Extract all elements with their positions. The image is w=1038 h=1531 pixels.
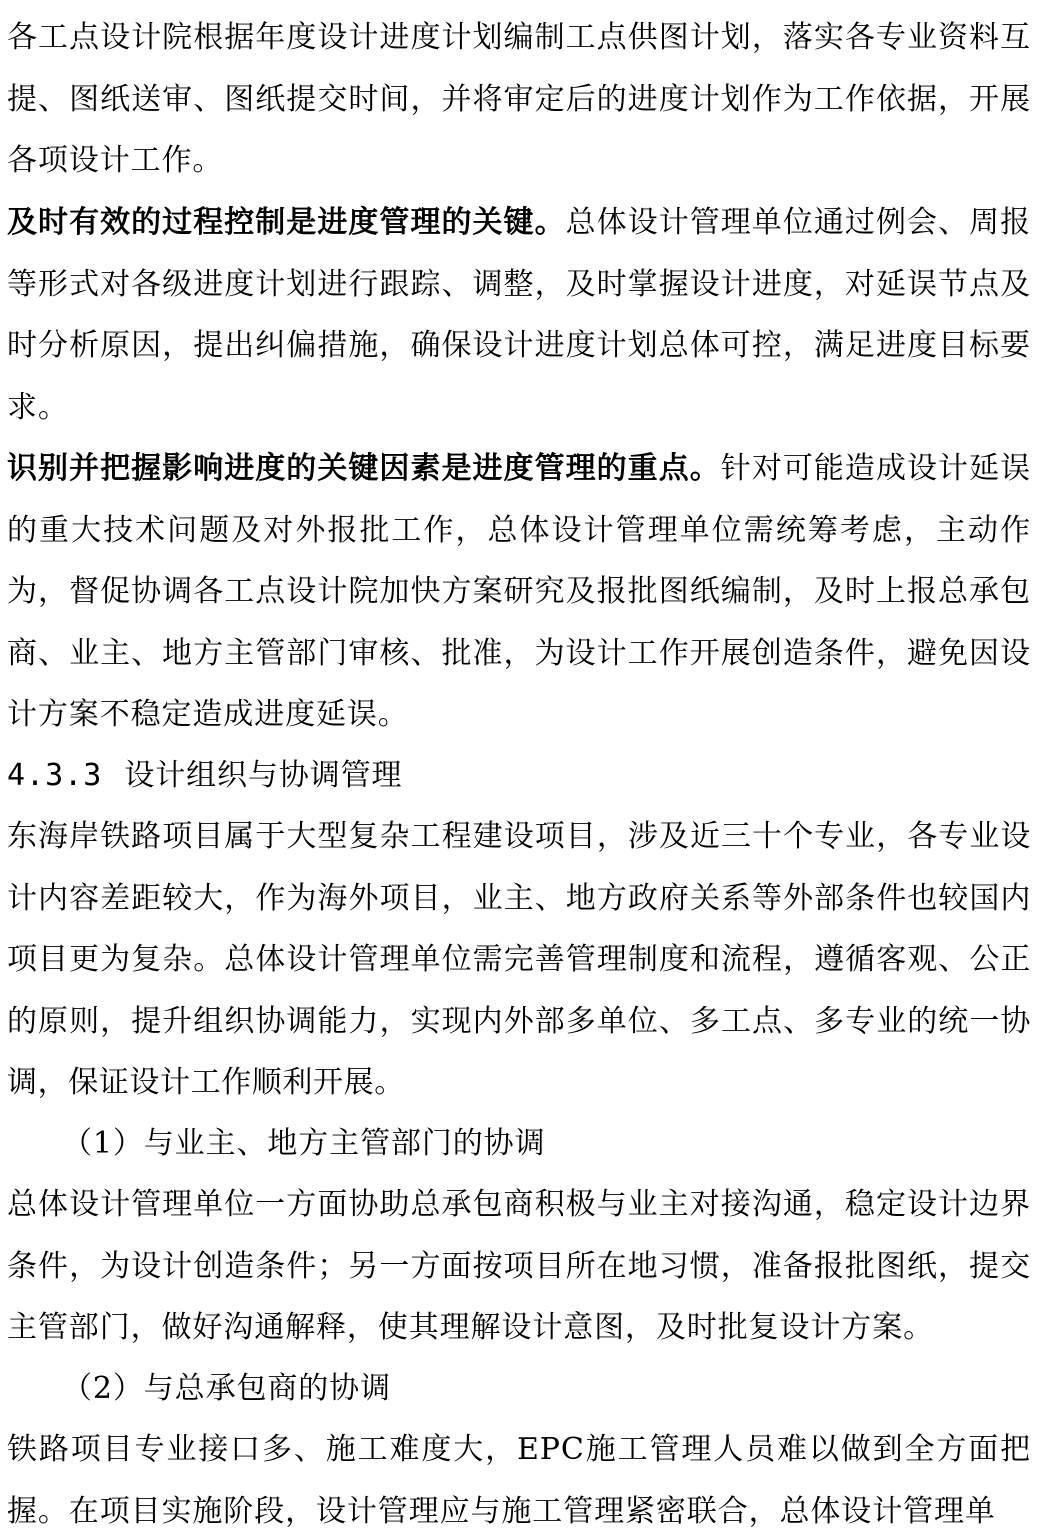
- paragraph-text: 总体设计管理单位一方面协助总承包商积极与业主对接沟通，稳定设计边界条件，为设计创造条件；另一方面按项目所在地习惯，准备报批图纸，提交主管部门，做好沟通解释，使其理解设计意图，及时批复设计方案。: [7, 1187, 1031, 1345]
- paragraph-project-overview: [7, 806, 1031, 1114]
- section-title: 设计组织与协调管理: [124, 758, 403, 793]
- paragraph-process-control: [7, 192, 1031, 438]
- paragraph-lead: 识别并把握影响进度的关键因素是进度管理的重点。: [7, 451, 721, 486]
- subheading-owner-coordination: [62, 1113, 546, 1175]
- paragraph-contractor-coordination: [7, 1419, 1031, 1531]
- paragraph-text: 铁路项目专业接口多、施工难度大，EPC施工管理人员难以做到全方面把握。在项目实施阶段，设计管理应与施工管理紧密联合，总体设计管理单: [7, 1432, 1031, 1529]
- subheading-title: （1）与业主、地方主管部门的协调: [62, 1126, 546, 1161]
- paragraph-text: 东海岸铁路项目属于大型复杂工程建设项目，涉及近三十个专业，各专业设计内容差距较大，作为海外项目，业主、地方政府关系等外部条件也较国内项目更为复杂。总体设计管理单位需完善管理制度和流程，遵循客观、公正的原则，提升组织协调能力，实现内外部多单位、多工点、多专业的统一协调，保证设计工作顺利开展。: [7, 819, 1031, 1100]
- paragraph-lead: 及时有效的过程控制是进度管理的关键。: [7, 205, 566, 240]
- paragraph-owner-coordination: [7, 1174, 1031, 1359]
- paragraph-text: 总体设计管理单位通过例会、周报等形式对各级进度计划进行跟踪、调整，及时掌握设计进度，对延误节点及时分析原因，提出纠偏措施，确保设计进度计划总体可控，满足进度目标要求。: [7, 205, 1032, 425]
- paragraph-schedule-plan: [7, 7, 1031, 192]
- paragraph-text: 针对可能造成设计延误的重大技术问题及对外报批工作，总体设计管理单位需统筹考虑，主动作为，督促协调各工点设计院加快方案研究及报批图纸编制，及时上报总承包商、业主、地方主管部门审核、批准，为设计工作开展创造条件，避免因设计方案不稳定造成进度延误。: [7, 451, 1032, 732]
- section-number: 4.3.3: [7, 758, 103, 793]
- paragraph-text: 各工点设计院根据年度设计进度计划编制工点供图计划，落实各专业资料互提、图纸送审、图纸提交时间，并将审定后的进度计划作为工作依据，开展各项设计工作。: [7, 20, 1031, 178]
- section-heading: [7, 745, 402, 807]
- subheading-title: （2）与总承包商的协调: [62, 1371, 391, 1406]
- subheading-contractor-coordination: [62, 1358, 391, 1420]
- paragraph-key-factors: [7, 438, 1031, 746]
